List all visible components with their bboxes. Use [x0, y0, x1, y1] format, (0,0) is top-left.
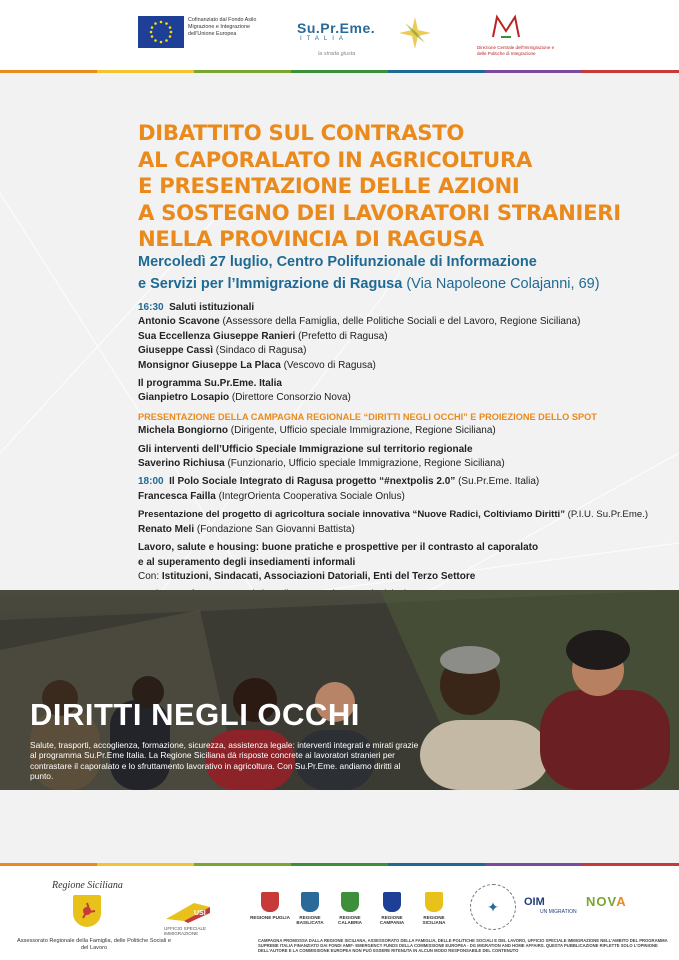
region-label: REGIONE SICILIANA [422, 915, 446, 926]
region-label: REGIONE CALABRIA [338, 915, 362, 926]
speaker [138, 490, 668, 504]
speaker-role: (IntegrOrienta Cooperativa Sociale Onlus) [215, 490, 405, 502]
usi-text: UFFICIO SPECIALE IMMIGRAZIONE [164, 926, 207, 937]
footer [0, 866, 679, 960]
participants-label: Con: [138, 570, 162, 582]
program-item [138, 541, 668, 555]
session-title-cont: e al superamento degli insediamenti informali [138, 556, 356, 568]
session-title: Lavoro, salute e housing: buone pratiche e prospettive per il contrasto al caporalato [138, 542, 539, 554]
program-item [138, 377, 668, 391]
session-title: PRESENTAZIONE DELLA CAMPAGNA REGIONALE “DIRITTI NEGLI OCCHI” E PROIEZIONE DELLO SPOT [138, 411, 597, 422]
ministry-text: Direzione Centrale dell'Immigrazione e delle Politiche di Integrazione [477, 45, 555, 56]
time: 18:00 [138, 476, 164, 488]
region-logo [250, 892, 290, 920]
speaker [138, 344, 668, 358]
speaker-name: Gianpietro Losapio [138, 392, 230, 404]
session-title: Saluti istituzionali [169, 302, 255, 313]
region-label: REGIONE PUGLIA [250, 915, 290, 920]
region-emblem-icon [425, 892, 443, 912]
supreme-sub: ITALIA [300, 36, 348, 42]
speaker-role: (Prefetto di Ragusa) [295, 330, 388, 342]
speaker-name: Monsignor Giuseppe La Placa [138, 359, 281, 371]
speaker-name: Saverino Richiusa [138, 458, 225, 470]
participants [138, 570, 668, 584]
speaker [138, 457, 668, 471]
speaker [138, 330, 668, 344]
speaker-role: (Direttore Consorzio Nova) [229, 392, 351, 404]
supreme-logo [297, 20, 375, 36]
campaign-text: Salute, trasporti, accoglienza, formazione, sicurezza, assistenza legale: interventi integrati e mirati grazie al programma Su.Pr.Eme Italia. La Regione Siciliana dà risposte concrete ai lavoratori stranieri per contrastare il caporalato e lo sfruttamento lavorativo in agricoltura. Con Su.Pr.Eme. andiamo diritti al punto. [30, 740, 419, 782]
sicily-shield-icon [73, 895, 101, 927]
campaign-title: DIRITTI NEGLI OCCHI [30, 697, 360, 732]
region-logo [414, 892, 454, 926]
speaker [138, 391, 668, 405]
region-logo [330, 892, 370, 926]
assessorato-text: Assessorato Regionale della Famiglia, delle Politiche Sociali e del Lavoro [17, 938, 171, 951]
session-suffix: (Su.Pr.Eme. Italia) [455, 476, 540, 488]
eu-flag-icon [138, 16, 184, 48]
speaker-role: (Fondazione San Giovanni Battista) [194, 523, 355, 535]
speaker-role: (Vescovo di Ragusa) [280, 359, 376, 371]
speaker-role: (Funzionario, Ufficio speciale Immigrazione, Regione Siciliana) [224, 458, 505, 470]
session-title: Il programma Su.Pr.Eme. Italia [138, 378, 282, 390]
program-item [138, 410, 668, 424]
region-label: REGIONE BASILICATA [296, 915, 324, 926]
event-address: (Via Napoleone Colajanni, 69) [402, 276, 600, 292]
supreme-star-icon [397, 15, 433, 51]
program-item [138, 556, 668, 570]
event-venue-line [138, 273, 600, 295]
event-venue: e Servizi per l’Immigrazione di Ragusa [138, 276, 403, 292]
speaker [138, 359, 668, 373]
speaker-name: Antonio Scavone [138, 316, 220, 328]
participants-list: Istituzioni, Sindacati, Associazioni Datoriali, Enti del Terzo Settore [161, 570, 476, 582]
ministry-logo-icon [487, 13, 525, 41]
speaker [138, 523, 668, 537]
fund-seal-icon: ✦ [470, 884, 516, 930]
session-title: Gli interventi dell’Ufficio Speciale Immigrazione sul territorio regionale [138, 443, 473, 455]
region-name: Regione Siciliana [52, 880, 123, 891]
supreme-tagline: la strada giusta [318, 51, 356, 57]
program-item [138, 301, 668, 315]
session-title: Il Polo Sociale Integrato di Ragusa progetto “#nextpolis 2.0” [169, 476, 456, 488]
session-title: Presentazione del progetto di agricoltura sociale innovativa “Nuove Radici, Coltiviamo Diritti” [138, 509, 566, 521]
disclaimer: CAMPAGNA PROMOSSA DALLA REGIONE SICILIANA, ASSESSORATO DELLA FAMIGLIA, DELLE POLITICHE SOCIALI E DEL LAVORO, UFFICIO SPECIALE IMMIGRAZIONE NELL'AMBITO DEL PROGRAMMA SUPREME ITALIA FINANZIATO DAI FONDI AMIF- EMERGENCY FUNDS DELLA COMMISSIONE EUROPEA - DG MIGRATION AND HOME AFFAIRS. QUESTA PUBBLICAZIONE RIFLETTE SOLO L'OPINIONE DELL'AUTORE E LA COMMISSIONE EUROPEA NON PUÒ ESSERE RITENUTA IN ALCUN MODO RESPONSABILE DEL CONTENUTO [258, 938, 668, 954]
speaker-role: (Assessore della Famiglia, delle Politiche Sociali e del Lavoro, Regione Siciliana) [219, 316, 581, 328]
region-emblem-icon [261, 892, 279, 912]
region-emblem-icon [341, 892, 359, 912]
speaker [138, 424, 668, 438]
region-logo [372, 892, 412, 926]
page-title [138, 120, 621, 253]
speaker-name: Francesca Failla [138, 490, 216, 502]
region-label: REGIONE CAMPANIA [379, 915, 405, 926]
header [0, 0, 679, 70]
eu-funding-text: Cofinanziato dal Fondo Asilo Migrazione e Integrazione dell'Unione Europea [188, 17, 257, 37]
nova-logo [586, 894, 627, 909]
title-line: E PRESENTAZIONE DELLE AZIONI [138, 173, 520, 198]
speaker [138, 315, 668, 329]
oim-sub: UN MIGRATION [540, 909, 577, 915]
title-line: AL CAPORALATO IN AGRICOLTURA [138, 146, 533, 172]
region-logo [290, 892, 330, 926]
time: 16:30 [138, 302, 164, 313]
program-item [138, 508, 668, 522]
speaker-role: (Sindaco di Ragusa) [213, 345, 307, 357]
nova-text: NOV [586, 894, 617, 909]
program-item [138, 443, 668, 457]
region-emblem-icon [301, 892, 319, 912]
event-info [138, 251, 600, 295]
speaker-name: Giuseppe Cassì [138, 345, 214, 357]
title-line: A SOSTEGNO DEI LAVORATORI STRANIERI [138, 199, 621, 225]
speaker-name: Renato Meli [138, 523, 195, 535]
speaker-role: (Dirigente, Ufficio speciale Immigrazione, Regione Siciliana) [228, 425, 496, 437]
speaker-name: Sua Eccellenza Giuseppe Ranieri [138, 330, 296, 342]
usi-logo-icon [164, 899, 212, 923]
program-item [138, 475, 668, 489]
title-line: DIBATTITO SUL CONTRASTO [138, 120, 465, 145]
title-line: NELLA PROVINCIA DI RAGUSA [138, 226, 484, 251]
oim-logo: OIM [524, 896, 545, 908]
region-emblem-icon [383, 892, 401, 912]
nova-accent: A [616, 894, 627, 909]
event-date-line: Mercoledì 27 luglio, Centro Polifunzionale di Informazione [138, 254, 537, 270]
session-suffix: (P.I.U. Su.Pr.Eme.) [565, 509, 649, 521]
supreme-logo-text: Su.Pr.Eme. [297, 20, 376, 36]
speaker-name: Michela Bongiorno [138, 425, 228, 437]
usi-logo-label: USI [194, 910, 206, 917]
